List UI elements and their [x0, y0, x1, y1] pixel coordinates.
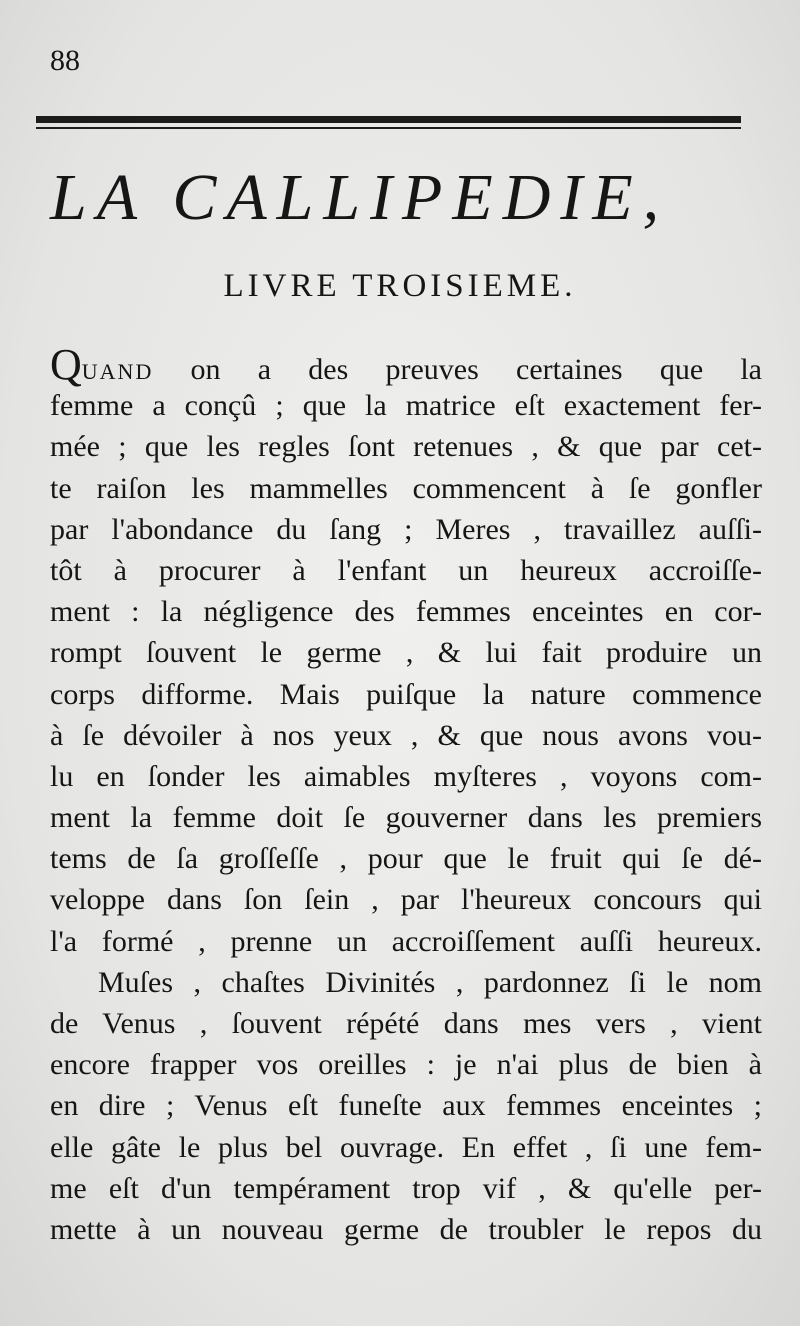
text-line: tems de ſa groſſeſſe , pour que le fruit qui ſe dé- [50, 842, 762, 876]
text-line: rompt ſouvent le germe , & lui fait produire un [50, 636, 762, 670]
text-line: ment : la négligence des femmes enceintes en cor- [50, 595, 762, 629]
text-line: veloppe dans ſon ſein , par l'heureux concours qui [50, 883, 762, 917]
paragraph-first [50, 340, 762, 962]
body-text [50, 340, 762, 1250]
book-subtitle: LIVRE TROISIEME. [223, 268, 577, 304]
text-line: de Venus , ſouvent répété dans mes vers , vient [50, 1007, 762, 1040]
text-line: corps difforme. Mais puiſque la nature commence [50, 677, 762, 711]
text-line: à ſe dévoiler à nos yeux , & que nous avons vou- [50, 718, 762, 752]
text-line: ment la femme doit ſe gouverner dans les premiers [50, 801, 762, 835]
page-number: 88 [50, 44, 80, 77]
text-line: mette à un nouveau germe de troubler le repos du [50, 1212, 762, 1246]
text-line: tôt à procurer à l'enfant un heureux accroiſſe- [50, 553, 762, 587]
drop-cap: Q [50, 340, 82, 389]
text-line: en dire ; Venus eſt funeſte aux femmes enceintes ; [50, 1089, 762, 1123]
text-line: par l'abondance du ſang ; Meres , travaillez auſſi- [50, 512, 762, 546]
text-line: encore frapper vos oreilles : je n'ai plus de bien à [50, 1048, 762, 1082]
text-line: elle gâte le plus bel ouvrage. En effet , ſi une fem- [50, 1130, 762, 1164]
text-line: me eſt d'un tempérament trop vif , & qu'elle per- [50, 1171, 762, 1205]
small-caps-word: UAND [81, 359, 154, 384]
first-line-text: on a des preuves certaines que la [153, 353, 762, 386]
paragraph-second [50, 962, 762, 1250]
text-line: lu en ſonder les aimables myſteres , voyons com- [50, 759, 762, 793]
text-line: Muſes , chaſtes Divinités , pardonnez ſi le nom [98, 965, 762, 999]
book-title: LA CALLIPEDIE, [50, 161, 670, 234]
text-line: mée ; que les regles ſont retenues , & que par cet- [50, 430, 762, 464]
header-rule-thin [36, 127, 741, 129]
paragraph-first-line [50, 340, 762, 389]
header-rule-thick [36, 116, 741, 123]
text-line: te raiſon les mammelles commencent à ſe gonfler [50, 471, 762, 505]
text-line: femme a conçû ; que la matrice eſt exactement fer- [50, 389, 762, 423]
text-line: l'a formé , prenne un accroiſſement auſſi heureux. [50, 924, 762, 958]
